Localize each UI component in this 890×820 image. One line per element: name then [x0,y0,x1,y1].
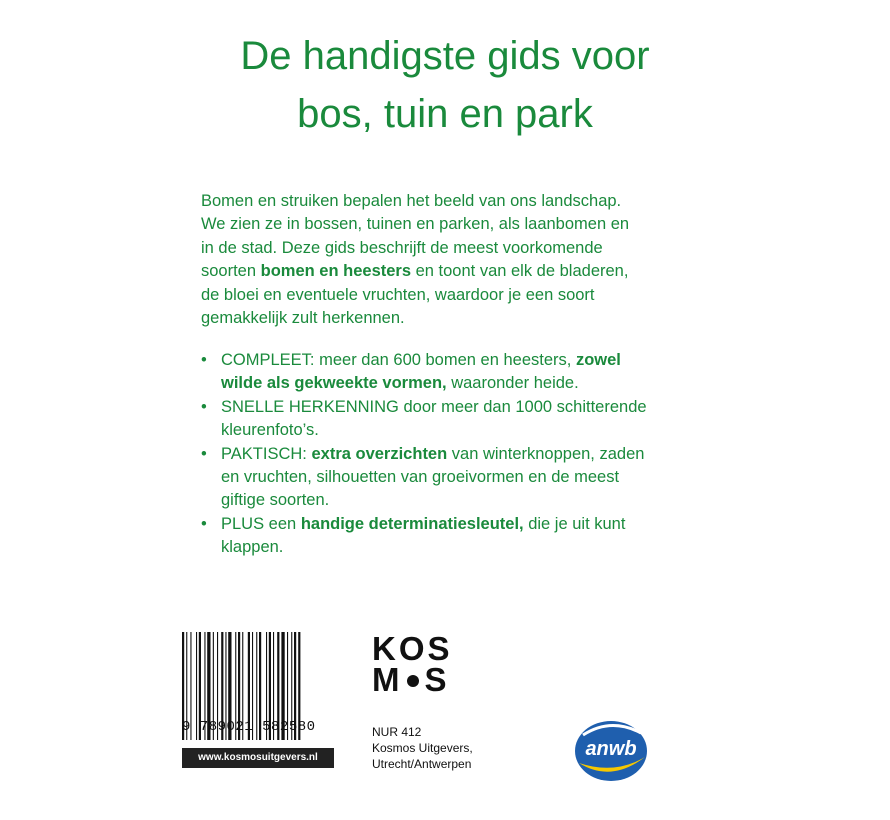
bullet-icon: • [201,444,207,463]
bullet-icon: • [201,514,207,533]
anwb-logo [571,713,651,785]
title-line-1: De handigste gids voor [240,34,650,78]
website-link[interactable]: www.kosmosuitgevers.nl [182,748,334,768]
publisher-info [372,724,473,772]
bullet-icon: • [201,397,207,416]
feature-compleet: • COMPLEET: meer dan 600 bomen en heesters, zowel wilde als gekweekte vormen, waaronder heide. [201,351,621,393]
intro-line: gemakkelijk zult herkennen. [201,309,405,328]
bullet-icon: • [201,351,207,369]
feature-herkenning: • SNELLE HERKENNING door meer dan 1000 schitterende kleurenfoto’s. [201,397,647,440]
feature-praktisch: • PAKTISCH: extra overzichten van winterknoppen, zaden en vruchten, silhouetten van groeivormen en de meest giftige soorten. [201,444,645,510]
intro-bold-text: bomen en heesters [260,262,412,281]
feature-list [201,349,691,560]
kosmos-logo: KOS M S [372,630,453,698]
intro-line: de bloei en eventuele vruchten, waardoor je een soort [201,285,595,304]
intro-line: soorten bomen en heesters en toont van elk de bladeren, [201,262,629,281]
title-line-2: bos, tuin en park [297,92,593,136]
intro-line: We zien ze in bossen, tuinen en parken, als laanbomen en [201,215,630,234]
intro-paragraph [201,190,681,330]
intro-line: Bomen en struiken bepalen het beeld van ons landschap. [201,192,622,210]
feature-plus: • PLUS een handige determinatiesleutel, die je uit kunt klappen. [201,514,626,557]
publisher-name: Kosmos Uitgevers, [372,741,473,755]
intro-line: in de stad. Deze gids beschrijft de meest voorkomende [201,238,603,257]
svg-text:anwb: anwb [585,738,637,760]
isbn-number: 9 789021 582580 [182,719,316,735]
nur-code: NUR 412 [372,725,422,739]
publisher-city: Utrecht/Antwerpen [372,757,472,771]
